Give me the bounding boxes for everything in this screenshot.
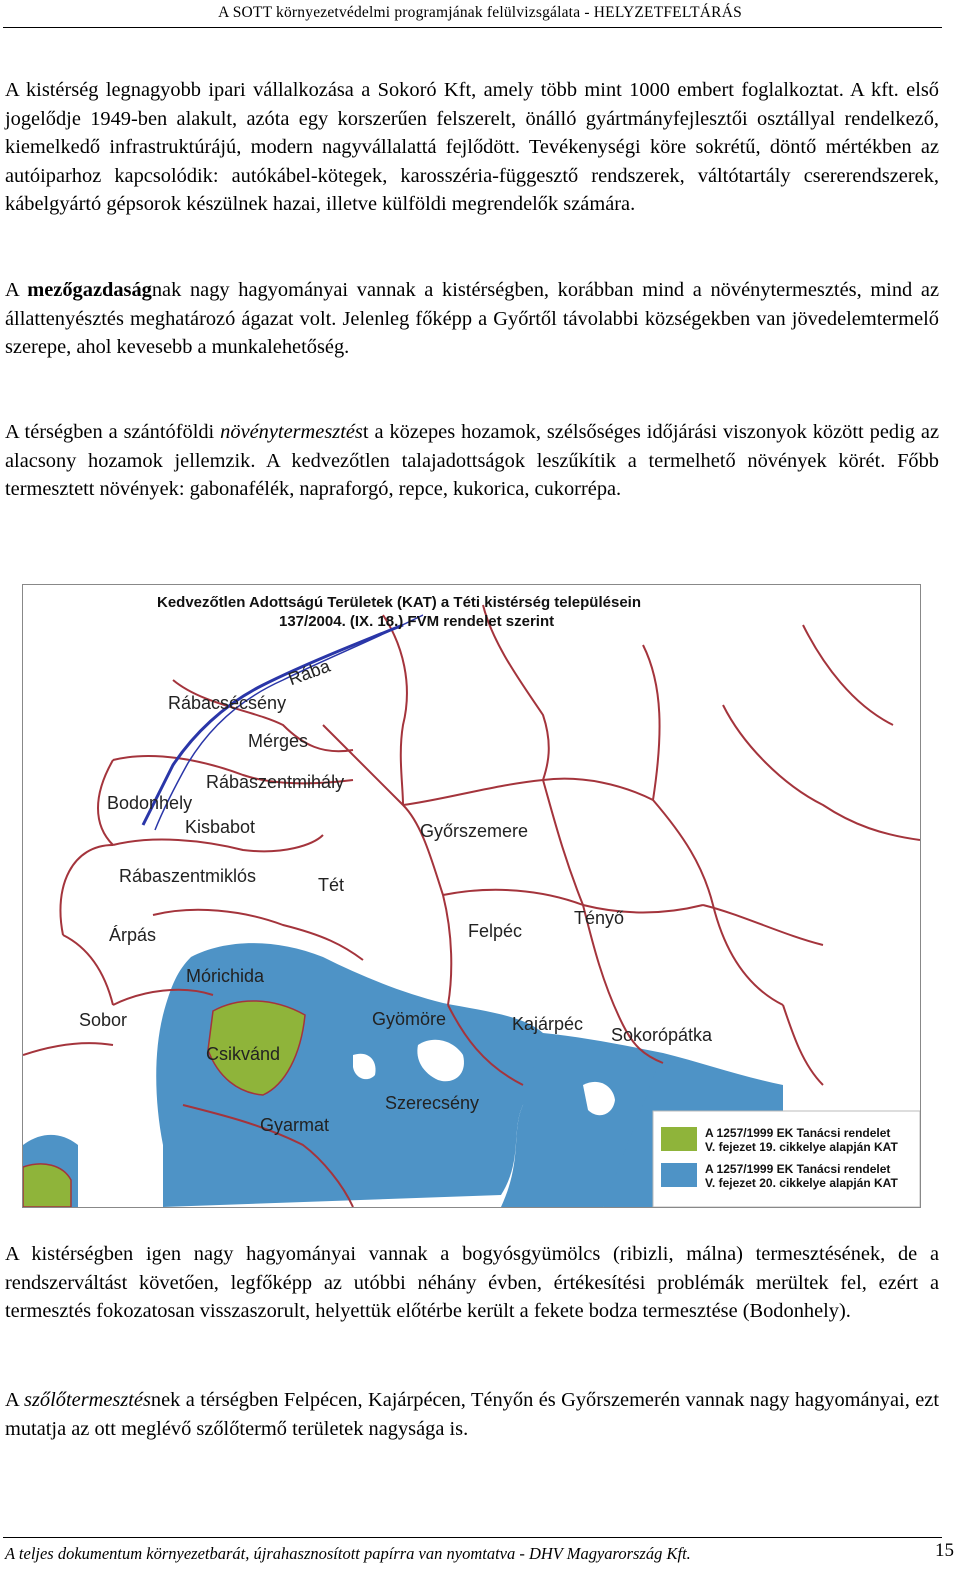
river-label: Rába bbox=[285, 655, 333, 690]
label-gyarmat: Gyarmat bbox=[260, 1115, 330, 1135]
paragraph-viticulture bbox=[5, 1386, 939, 1443]
label-arpas: Árpás bbox=[109, 925, 157, 945]
label-sokoropatka: Sokorópátka bbox=[611, 1025, 713, 1045]
paragraph-agriculture bbox=[5, 276, 939, 362]
legend-swatch-kat19 bbox=[661, 1127, 697, 1151]
label-kajarpec: Kajárpéc bbox=[512, 1014, 584, 1034]
crops-term: növénytermesztés bbox=[220, 421, 363, 443]
legend-kat19-line2: V. fejezet 19. cikkelye alapján KAT bbox=[705, 1140, 898, 1154]
map-title-line2: 137/2004. (IX. 18.) FVM rendelet szerint bbox=[279, 613, 555, 630]
running-header: A SOTT környezetvédelmi programjának felülvizsgálata - HELYZETFELTÁRÁS bbox=[218, 4, 742, 21]
footer-divider bbox=[3, 1537, 942, 1538]
label-gyomore: Gyömöre bbox=[372, 1009, 447, 1029]
paragraph-crops-start: A térségben a szántóföldi bbox=[5, 421, 221, 443]
label-tet: Tét bbox=[318, 875, 345, 895]
label-merges: Mérges bbox=[248, 731, 309, 751]
kat-map-figure bbox=[22, 584, 921, 1208]
map-legend bbox=[653, 1111, 920, 1207]
label-gyorszemere: Győrszemere bbox=[420, 821, 529, 841]
paragraph-viticulture-start: A bbox=[5, 1389, 25, 1411]
kat-map bbox=[23, 585, 920, 1207]
label-sobor: Sobor bbox=[79, 1010, 128, 1030]
legend-kat20-line2: V. fejezet 20. cikkelye alapján KAT bbox=[705, 1176, 898, 1190]
agriculture-term: mezőgazdaság bbox=[27, 279, 152, 301]
label-morichida: Mórichida bbox=[186, 966, 265, 986]
paragraph-industry: A kistérség legnagyobb ipari vállalkozása a Sokoró Kft, amely több mint 1000 embert foglalkoztat. A kft. első jogelődje 1949-ben alakult, azóta egy korszerűen felszerelt, önálló gyártmányfejlesztői osztállyal rendelkező, kiemelkedő infrastruktúrájú, modern nagyvállalattá fejlődött. Tevékenységi köre sokrétű, döntő mértékben az autóiparhoz kapcsolódik: autókábel-kötegek, karosszéria-függesztő rendszerek, váltótartály csererendszerek, kábelgyártó gépsorok készülnek hazai, illetve külföldi megrendelők számára. bbox=[5, 79, 939, 215]
label-kisbabot: Kisbabot bbox=[185, 817, 256, 837]
label-rabaszentmihaly: Rábaszentmihály bbox=[206, 772, 345, 792]
label-rabacsecseny: Rábacsécsény bbox=[168, 693, 287, 713]
paragraph-agriculture-start: A bbox=[5, 279, 28, 301]
paragraph-berries: A kistérségben igen nagy hagyományai vannak a bogyósgyümölcs (ribizli, málna) termesztésének, de a rendszerváltást követően, legfőképp az utóbbi néhány évben, értékesítési problémák merültek fel, ezért a termesztés fokozatosan visszaszorult, helyettük előtérbe került a fekete bodza termesztése (Bodonhely). bbox=[5, 1243, 939, 1322]
label-rabaszentmiklos: Rábaszentmiklós bbox=[119, 866, 257, 886]
label-felpec: Felpéc bbox=[468, 921, 523, 941]
page-number: 15 bbox=[935, 1540, 954, 1561]
header-divider bbox=[3, 27, 942, 28]
paragraph-crops bbox=[5, 418, 939, 504]
map-title-line1: Kedvezőtlen Adottságú Területek (KAT) a Téti kistérség településein bbox=[157, 594, 641, 611]
paragraph-crops-rest: t a közepes hozamok, szélsőséges időjárási viszonyok között pedig az alacsony hozamok jellemzik. A kedvezőtlen talajadottságok leszűkítik a termelhető növények körét. Főbb termesztett növények: gabonafélék, napraforgó, repce, kukorica, cukorrépa. bbox=[5, 421, 939, 500]
legend-kat19-line1: A 1257/1999 EK Tanácsi rendelet bbox=[705, 1126, 891, 1140]
raba-river-branch bbox=[155, 615, 423, 830]
paragraph-viticulture-rest: nek a térségben Felpécen, Kajárpécen, Tényőn és Győrszemerén vannak nagy hagyományai, ezt mutatja az ott meglévő szőlőtermő területek nagysága is. bbox=[5, 1389, 939, 1440]
legend-kat20-line1: A 1257/1999 EK Tanácsi rendelet bbox=[705, 1162, 891, 1176]
legend-swatch-kat20 bbox=[661, 1163, 697, 1187]
viticulture-term: szőlőtermesztés bbox=[24, 1389, 151, 1411]
label-csikvand: Csikvánd bbox=[206, 1044, 281, 1064]
label-szerecseny: Szerecsény bbox=[385, 1093, 480, 1113]
footer-note: A teljes dokumentum környezetbarát, újrahasznosított papírra van nyomtatva - DHV Magyarország Kft. bbox=[5, 1544, 691, 1563]
label-tenyo: Tényő bbox=[574, 908, 625, 928]
paragraph-agriculture-rest: nak nagy hagyományai vannak a kistérségben, korábban mind a növénytermesztés, mind az állattenyésztés meghatározó ágazat volt. Jelenleg főképp a Győrtől távolabbi községekben van jövedelemtermelő szerepe, ahol kevesebb a munkalehetőség. bbox=[5, 279, 939, 358]
label-bodonhely: Bodonhely bbox=[107, 793, 193, 813]
